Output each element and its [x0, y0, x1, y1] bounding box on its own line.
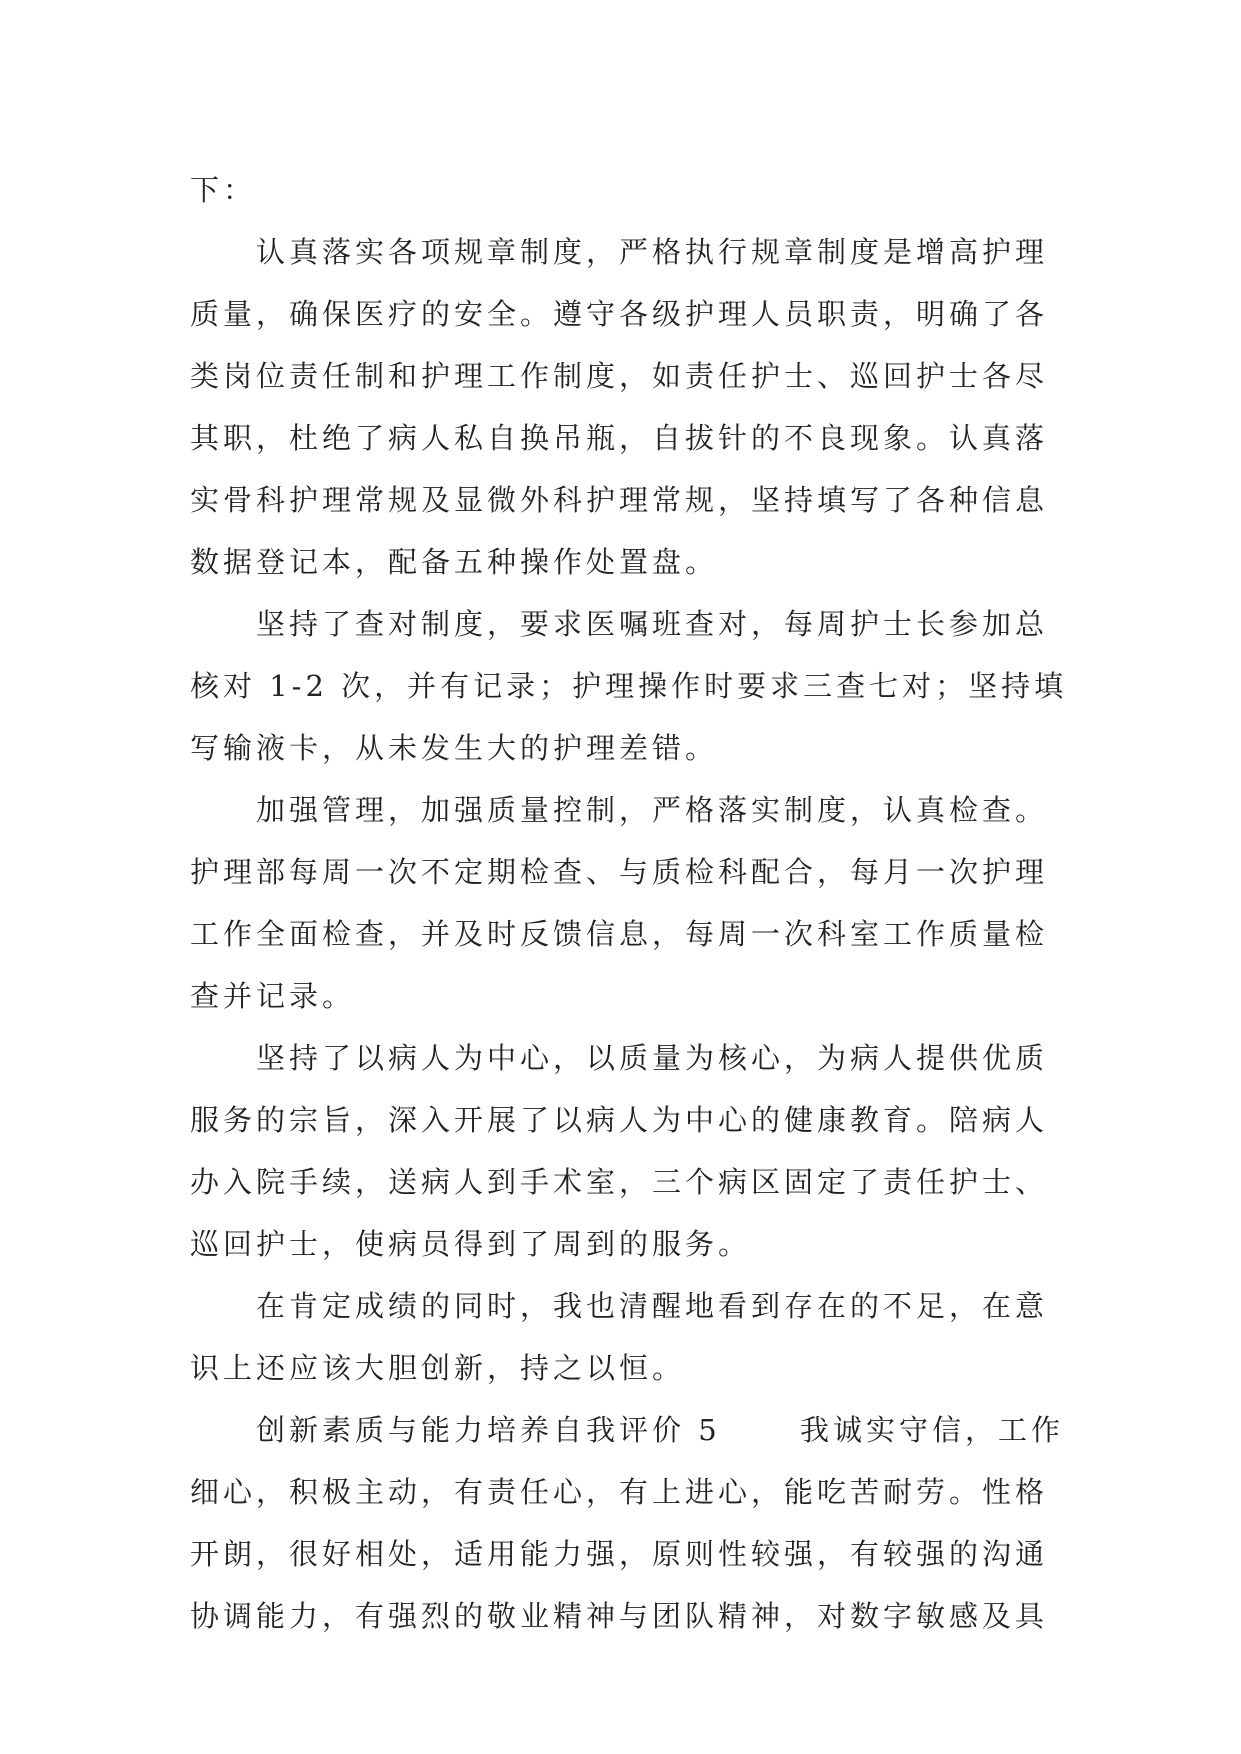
text-line: 办入院手续，送病人到手术室，三个病区固定了责任护士、 [190, 1165, 1049, 1199]
text-line: 巡回护士，使病员得到了周到的服务。 [190, 1227, 752, 1261]
paragraph-first-line: 在肯定成绩的同时，我也清醒地看到存在的不足，在意 [256, 1289, 1049, 1323]
paragraph-first-line: 坚持了以病人为中心，以质量为核心，为病人提供优质 [256, 1041, 1049, 1075]
text-line: 类岗位责任制和护理工作制度，如责任护士、巡回护士各尽 [190, 359, 1049, 393]
paragraph-first-line: 创新素质与能力培养自我评价 5 我诚实守信，工作 [256, 1413, 1064, 1447]
text-line: 其职，杜绝了病人私自换吊瓶，自拔针的不良现象。认真落 [190, 421, 1049, 455]
text-line: 质量，确保医疗的安全。遵守各级护理人员职责，明确了各 [190, 297, 1049, 331]
text-line: 协调能力，有强烈的敬业精神与团队精神，对数字敏感及具 [190, 1599, 1049, 1633]
paragraph-first-line: 认真落实各项规章制度，严格执行规章制度是增高护理 [256, 235, 1049, 269]
text-line: 查并记录。 [190, 979, 356, 1013]
paragraph-first-line: 加强管理，加强质量控制，严格落实制度，认真检查。 [256, 793, 1049, 827]
text-line: 实骨科护理常规及显微外科护理常规，坚持填写了各种信息 [190, 483, 1049, 517]
text-line: 护理部每周一次不定期检查、与质检科配合，每月一次护理 [190, 855, 1049, 889]
paragraph-first-line: 坚持了查对制度，要求医嘱班查对，每周护士长参加总 [256, 607, 1049, 641]
text-line: 识上还应该大胆创新，持之以恒。 [190, 1351, 686, 1385]
text-line: 写输液卡，从未发生大的护理差错。 [190, 731, 719, 765]
text-line: 开朗，很好相处，适用能力强，原则性较强，有较强的沟通 [190, 1537, 1049, 1571]
text-line: 工作全面检查，并及时反馈信息，每周一次科室工作质量检 [190, 917, 1049, 951]
text-line: 服务的宗旨，深入开展了以病人为中心的健康教育。陪病人 [190, 1103, 1049, 1137]
text-line: 核对 1-2 次，并有记录；护理操作时要求三查七对；坚持填 [190, 669, 1068, 703]
text-line: 细心，积极主动，有责任心，有上进心，能吃苦耐劳。性格 [190, 1475, 1049, 1509]
document-body [190, 159, 1068, 1647]
text-line: 下： [190, 173, 257, 207]
text-line: 数据登记本，配备五种操作处置盘。 [190, 545, 719, 579]
